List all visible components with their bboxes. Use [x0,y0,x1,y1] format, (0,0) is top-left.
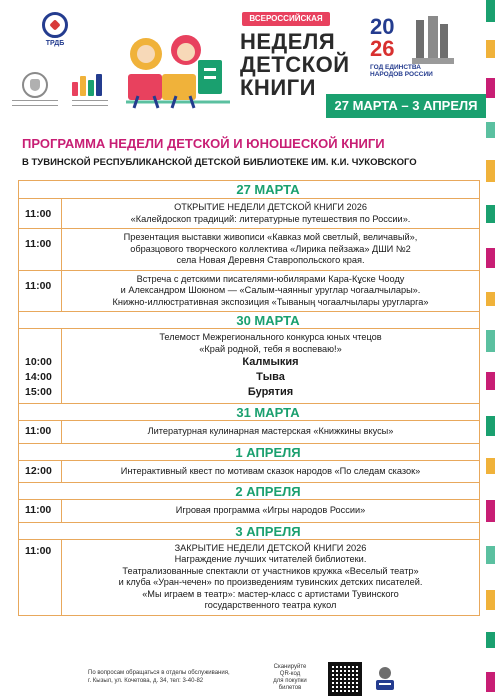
library-emblem-icon [42,12,68,38]
event-time: 11:00 [25,238,52,250]
event-logo-title: НЕДЕЛЯ ДЕТСКОЙ КНИГИ [240,29,350,100]
page-footer [0,656,486,700]
event-time: 11:00 [25,425,52,437]
day-heading: 27 МАРТА [236,182,300,197]
table-row [19,270,479,312]
year-of-unity-caption: ГОД ЕДИНСТВА НАРОДОВ РОССИИ [370,64,433,78]
event-time: 11:00 [25,544,52,557]
page-header [0,0,486,130]
table-row [19,460,479,483]
program-title: ПРОГРАММА НЕДЕЛИ ДЕТСКОЙ И ЮНОШЕСКОЙ КНИГИ [22,136,385,151]
table-row [19,539,479,615]
trdb-logo [26,12,84,52]
day-heading: 3 АПРЕЛЯ [19,522,479,539]
qr-code-icon[interactable] [328,662,362,696]
contact-info: По вопросам обращаться в отделы обслуживания, г. Кызыл, ул. Кочетова, д. 34, тел: 3-40-82 [88,670,230,684]
event-description: ОТКРЫТИЕ НЕДЕЛИ ДЕТСКОЙ КНИГИ 2026 «Калейдоскоп традиций: литературные путешествия по России». [61,199,479,228]
event-description: Интерактивный квест по мотивам сказок народов «По следам сказок» [61,461,479,483]
kids-reading-illustration [124,30,232,110]
event-description: Игровая программа «Игры народов России» [61,500,479,522]
schedule-table [18,180,480,616]
region-kalmykia: Калмыкия [242,356,299,368]
rgdb-logo [72,74,106,96]
day-heading: 31 МАРТА [19,403,479,420]
table-row [19,228,479,270]
event-time: 12:00 [25,464,52,477]
day-heading: 30 МАРТА [19,311,479,328]
day-heading: 1 АПРЕЛЯ [19,443,479,460]
event-description: Литературная кулинарная мастерская «Книжкины вкусы» [61,421,479,443]
table-row [19,198,479,228]
all-russian-badge: ВСЕРОССИЙСКАЯ [242,12,330,26]
rgdb-caption-lines [72,100,108,106]
trdb-label: ТРДБ [45,40,65,47]
event-description: Встреча с детскими писателями-юбилярами Кара-Кұске Чооду и Александром Шоюном — «Салым-чаянныг уруглар чогаалчылары». Книжно-иллюстративная экспозиция «Тываның чогаалчылары уругларга» [61,271,479,312]
event-description: Презентация выставки живописи «Кавказ мой светлый, величавый», образцового творческого коллектива «Лирика пейзажа» ДШИ №2 села Новая Деревня Ставропольского края. [61,229,479,270]
event-dates-banner: 27 МАРТА – 3 АПРЕЛЯ [326,94,486,118]
program-subtitle: В ТУВИНСКОЙ РЕСПУБЛИКАНСКОЙ ДЕТСКОЙ БИБЛИОТЕКЕ ИМ. К.И. ЧУКОВСКОГО [22,157,417,168]
day-heading: 2 АПРЕЛЯ [19,482,479,499]
table-row [19,328,479,403]
event-time: 11:00 [25,208,52,220]
ministry-caption-lines [12,100,58,106]
event-description: Телемост Межрегионального конкурса юных чтецов «Край родной, тебя я воспеваю!» Калмыкия Тыва Бурятия [61,329,479,403]
qr-caption: Сканируйте QR-код для покупки билетов [273,664,307,691]
year-number: 20 26 [370,14,395,61]
region-buryatia: Бурятия [247,386,294,398]
event-time: 11:00 [25,504,52,516]
event-description: ЗАКРЫТИЕ НЕДЕЛИ ДЕТСКОЙ КНИГИ 2026 Награждение лучших читателей библиотеки. Театрализованные спектакли от участников кружка «Веселый театр» и клуба «Уран-чечен» по произведениям тувинских детских писателей. «Мы играем в театр»: мастер-класс с артистами Тувинского государственного театра кукол [61,540,479,615]
event-times: 10:00 14:00 15:00 [25,356,52,398]
table-row [19,499,479,522]
region-tyva: Тыва [256,371,285,383]
ministry-emblem-icon [22,72,48,98]
decorative-side-stripe [486,0,495,700]
event-time: 11:00 [25,279,52,292]
pushkin-card-logo-icon [370,664,400,694]
table-row [19,420,479,443]
